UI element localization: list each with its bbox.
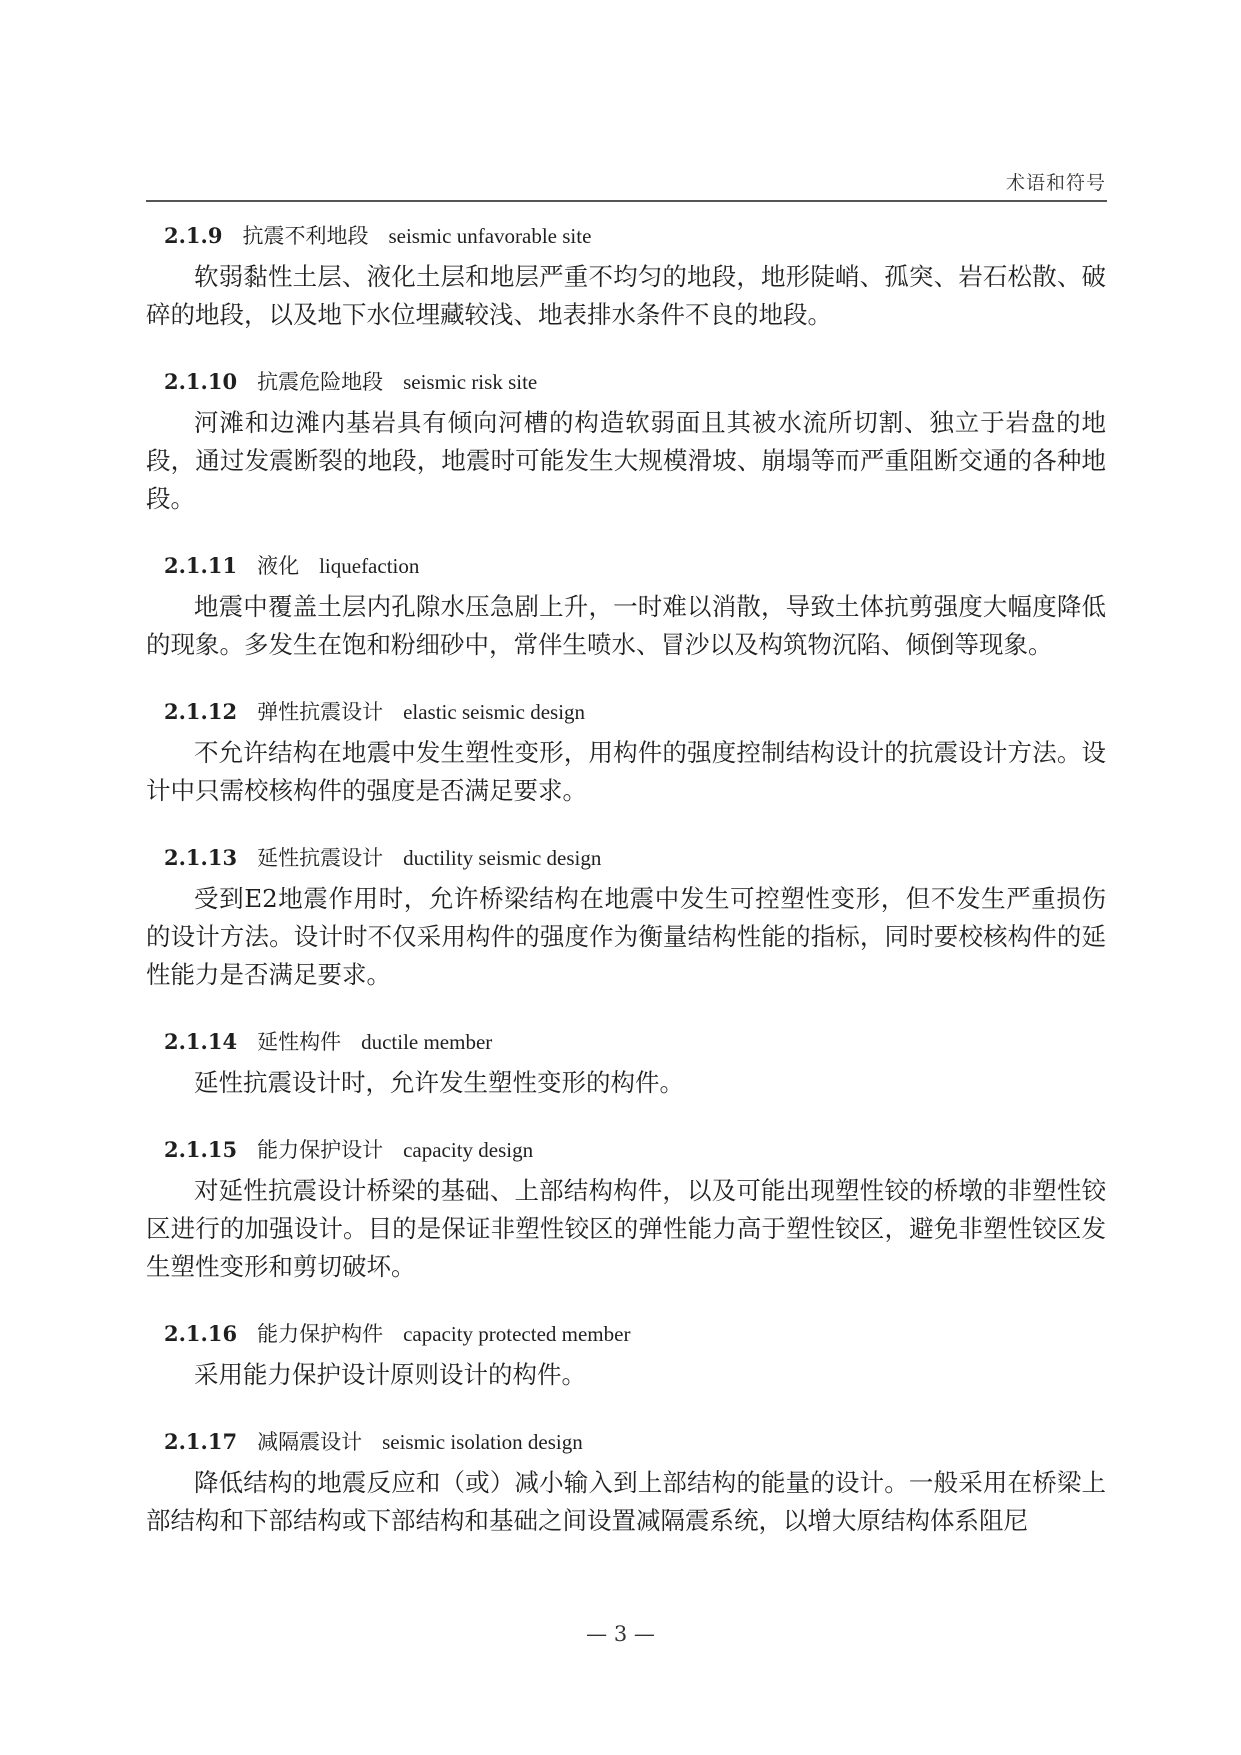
term-list bbox=[146, 218, 1106, 1570]
term-english: seismic risk site bbox=[403, 370, 538, 394]
term-number: 2.1.11 bbox=[164, 553, 238, 578]
term-entry bbox=[146, 1132, 1106, 1286]
term-entry bbox=[146, 548, 1106, 664]
term-definition: 地震中覆盖土层内孔隙水压急剧上升，一时难以消散，导致土体抗剪强度大幅度降低的现象。多发生在饱和粉细砂中，常伴生喷水、冒沙以及构筑物沉陷、倾倒等现象。 bbox=[146, 592, 1106, 659]
term-heading bbox=[146, 548, 1106, 584]
term-definition: 不允许结构在地震中发生塑性变形，用构件的强度控制结构设计的抗震设计方法。设计中只需校核构件的强度是否满足要求。 bbox=[146, 738, 1106, 805]
term-entry bbox=[146, 364, 1106, 518]
term-definition: 受到E2地震作用时，允许桥梁结构在地震中发生可控塑性变形，但不发生严重损伤的设计方法。设计时不仅采用构件的强度作为衡量结构性能的指标，同时要校核构件的延性能力是否满足要求。 bbox=[146, 884, 1106, 989]
term-number: 2.1.15 bbox=[164, 1137, 238, 1162]
term-entry bbox=[146, 694, 1106, 810]
term-number: 2.1.16 bbox=[164, 1321, 238, 1346]
term-heading bbox=[146, 694, 1106, 730]
term-number: 2.1.13 bbox=[164, 845, 238, 870]
term-heading bbox=[146, 1132, 1106, 1168]
term-heading bbox=[146, 1316, 1106, 1352]
header-divider bbox=[146, 200, 1107, 202]
term-chinese: 延性抗震设计 bbox=[257, 846, 384, 870]
page-number: — 3 — bbox=[586, 1622, 655, 1646]
term-english: elastic seismic design bbox=[403, 700, 586, 724]
term-english: seismic unfavorable site bbox=[388, 224, 592, 248]
term-heading bbox=[146, 840, 1106, 876]
term-heading bbox=[146, 1424, 1106, 1460]
term-chinese: 减隔震设计 bbox=[257, 1430, 363, 1454]
term-number: 2.1.12 bbox=[164, 699, 238, 724]
term-english: capacity protected member bbox=[403, 1322, 631, 1346]
term-number: 2.1.9 bbox=[164, 223, 223, 248]
term-definition: 延性抗震设计时，允许发生塑性变形的构件。 bbox=[194, 1068, 684, 1097]
term-chinese: 能力保护设计 bbox=[257, 1138, 384, 1162]
term-chinese: 抗震不利地段 bbox=[242, 224, 369, 248]
term-definition: 对延性抗震设计桥梁的基础、上部结构构件，以及可能出现塑性铰的桥墩的非塑性铰区进行的加强设计。目的是保证非塑性铰区的弹性能力高于塑性铰区，避免非塑性铰区发生塑性变形和剪切破坏。 bbox=[146, 1176, 1106, 1281]
term-english: seismic isolation design bbox=[382, 1430, 583, 1454]
term-number: 2.1.14 bbox=[164, 1029, 238, 1054]
term-english: capacity design bbox=[403, 1138, 534, 1162]
term-entry bbox=[146, 1316, 1106, 1394]
term-heading bbox=[146, 364, 1106, 400]
term-chinese: 延性构件 bbox=[257, 1030, 342, 1054]
term-heading bbox=[146, 1024, 1106, 1060]
term-heading bbox=[146, 218, 1106, 254]
term-number: 2.1.17 bbox=[164, 1429, 238, 1454]
term-entry bbox=[146, 1024, 1106, 1102]
term-chinese: 弹性抗震设计 bbox=[257, 700, 384, 724]
term-chinese: 抗震危险地段 bbox=[257, 370, 384, 394]
term-definition: 河滩和边滩内基岩具有倾向河槽的构造软弱面且其被水流所切割、独立于岩盘的地段，通过发震断裂的地段，地震时可能发生大规模滑坡、崩塌等而严重阻断交通的各种地段。 bbox=[146, 408, 1106, 513]
running-header: 术语和符号 bbox=[1005, 172, 1106, 194]
term-entry bbox=[146, 1424, 1106, 1540]
term-english: liquefaction bbox=[319, 554, 420, 578]
term-english: ductile member bbox=[361, 1030, 493, 1054]
term-definition: 降低结构的地震反应和（或）减小输入到上部结构的能量的设计。一般采用在桥梁上部结构和下部结构或下部结构和基础之间设置减隔震系统，以增大原结构体系阻尼 bbox=[146, 1468, 1106, 1535]
term-definition: 软弱黏性土层、液化土层和地层严重不均匀的地段，地形陡峭、孤突、岩石松散、破碎的地段，以及地下水位埋藏较浅、地表排水条件不良的地段。 bbox=[146, 262, 1106, 329]
term-chinese: 液化 bbox=[257, 554, 300, 578]
term-entry bbox=[146, 840, 1106, 994]
term-definition: 采用能力保护设计原则设计的构件。 bbox=[194, 1360, 586, 1389]
term-number: 2.1.10 bbox=[164, 369, 238, 394]
term-chinese: 能力保护构件 bbox=[257, 1322, 384, 1346]
term-entry bbox=[146, 218, 1106, 334]
term-english: ductility seismic design bbox=[403, 846, 602, 870]
